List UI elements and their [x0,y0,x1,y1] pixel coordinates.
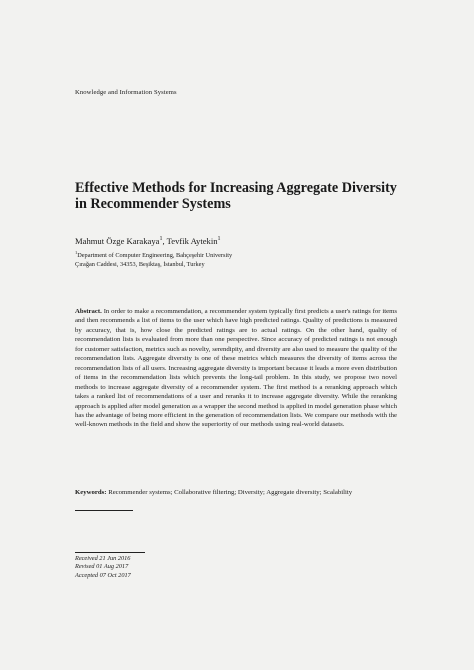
abstract [75,307,397,430]
author-affil-mark: 1 [159,236,163,243]
accepted-date: Accepted 07 Oct 2017 [75,571,131,579]
dates-divider [75,552,145,553]
affiliation [75,249,375,269]
journal-name: Knowledge and Information Systems [75,89,177,96]
author-name: Mahmut Özge Karakaya [75,236,160,246]
paper-title: Effective Methods for Increasing Aggregate Diversity in Recommender Systems [75,180,397,213]
received-date: Received 21 Jun 2016 [75,555,131,562]
keywords [75,488,397,497]
keywords-text: Recommender systems; Collaborative filtering; Diversity; Aggregate diversity; Scalability [108,489,353,496]
affiliation-line-2: Çırağan Caddesi, 34353, Beşiktaş, İstanbul, Turkey [75,260,205,268]
affiliation-line-1: $^1$Department of Computer Engineering, Bahçeşehir University [75,249,233,259]
author-name: Tevfik Aytekin [166,236,218,246]
author-affil-mark: 1 [217,236,221,243]
author-list [75,236,221,246]
abstract-text: In order to make a recommendation, a recommender system typically first predicts a user's ratings for items and then recommends a list of items to the user which have high predicted ratings. Quality of predictions is measured by accuracy, that is, how close the predicted ratings are to actual ratings. On the other hand, quality of recommendation lists is evaluated from more than one perspective. Since accuracy of predicted ratings is not enough for customer satisfaction, metrics such as novelty, serendipity, and diversity are also used to measure the quality of the recommendation lists. Aggregate diversity is one of these metrics which measures the diversity of items across the recommendation lists of all users. Increasing aggregate diversity is important because it leads a more even distribution of items in the recommendation lists which prevents the long-tail problem. In this study, we propose two novel methods to increase aggregate diversity of a recommender system. The first method is a reranking approach which takes a ranked list of recommendations of a user and reranks it to increase aggregate diversity. While the reranking approach is applied after model generation as a wrapper the second method is applied in model generation phase which has the advantage of being more efficient in the generation of recommendation lists. We compare our methods with the well-known methods in the field and show the superiority of our methods using real-world datasets. [75,308,398,429]
revised-date: Revised 01 Aug 2017 [75,563,129,571]
affiliation-mark: 1 [75,249,78,255]
keywords-divider [75,510,133,511]
keywords-label: Keywords: [75,489,107,496]
publication-dates [75,555,131,580]
author-separator: , [162,236,167,246]
abstract-label: Abstract. [75,308,102,315]
